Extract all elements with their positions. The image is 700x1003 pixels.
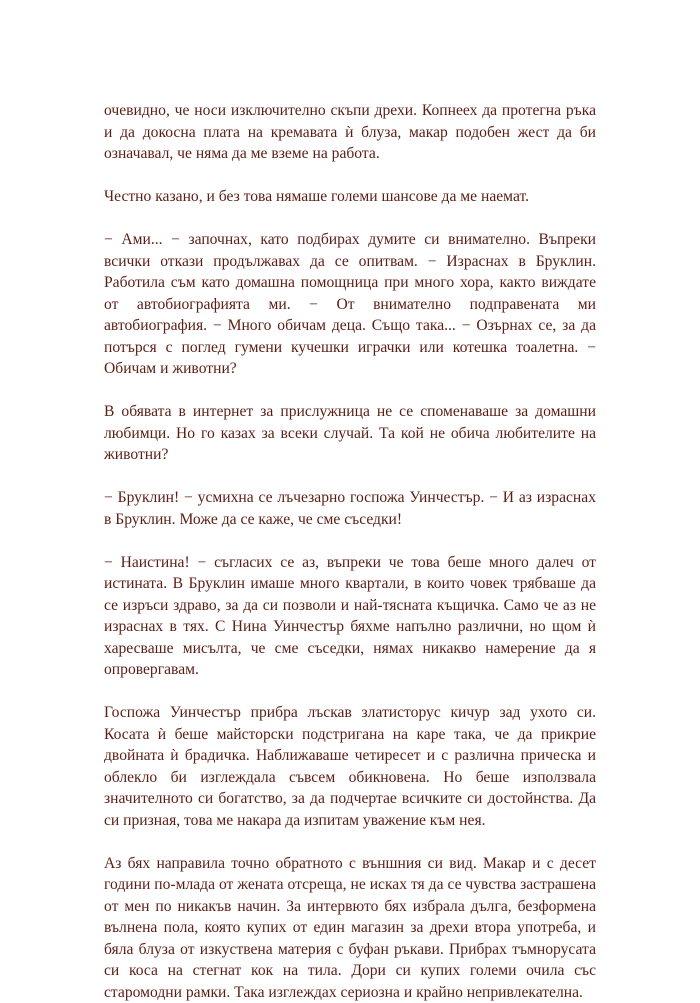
paragraph-5: − Бруклин! − усмихна се лъчезарно госпожа Уинчестър. − И аз израснах в Бруклин. Може да се каже, че сме съседки! <box>104 487 596 530</box>
paragraph-3: − Ами... − започнах, като подбирах думите си внимателно. Въпреки всички откази продължавах да се опитвам. − Израснах в Бруклин. Работила съм като домашна помощница при много хора, както виждате от автобиографията ми. − От внимателно подправената ми автобиография. − Много обичам деца. Също така... − Озърнах се, за да потърся с поглед гумени кучешки играчки или котешка тоалетна. − Обичам и животни? <box>104 229 596 380</box>
paragraph-6: − Наистина! − съгласих се аз, въпреки че това беше много далеч от истината. В Бруклин имаше много квартали, в които човек трябваше да се изръси здраво, за да си позволи и най-тясната къщичка. Само че аз не израснах в тях. С Нина Уинчестър бяхме напълно различни, но щом ѝ харесваше мисълта, че сме съседки, нямах никакво намерение да я опровергавам. <box>104 552 596 681</box>
paragraph-8: Аз бях направила точно обратното с външния си вид. Макар и с десет години по-млада от жената отсреща, не исках тя да се чувства застрашена от мен по никакъв начин. За интервюто бях избрала дълга, безформена вълнена пола, която купих от един магазин за дрехи втора употреба, и бяла блуза от изкуствена материя с буфан ръкави. Прибрах тъмнорусата си коса на стегнат кок на тила. Дори си купих големи очила със старомодни рамки. Така изглеждах сериозна и крайно непривлекателна. <box>104 853 596 1003</box>
paragraph-1: очевидно, че носи изключително скъпи дрехи. Копнеех да протегна ръка и да докосна плата на кремавата ѝ блуза, макар подобен жест да би означавал, че няма да ме вземе на работа. <box>104 100 596 165</box>
paragraph-2: Честно казано, и без това нямаше големи шансове да ме наемат. <box>104 186 596 208</box>
paragraph-7: Госпожа Уинчестър прибра лъскав златисторус кичур зад ухото си. Косата ѝ беше майсторски подстригана на каре така, че да прикрие двойната ѝ брадичка. Наближаваше четиресет и с различна прическа и облекло би изглеждала съвсем обикновена. Но беше използвала значителното си богатство, за да подчертае всичките си достойнства. Да си призная, това ме накара да изпитам уважение към нея. <box>104 702 596 831</box>
paragraph-4: В обявата в интернет за прислужница не се споменаваше за домашни любимци. Но го казах за всеки случай. Та кой не обича любителите на животни? <box>104 401 596 466</box>
